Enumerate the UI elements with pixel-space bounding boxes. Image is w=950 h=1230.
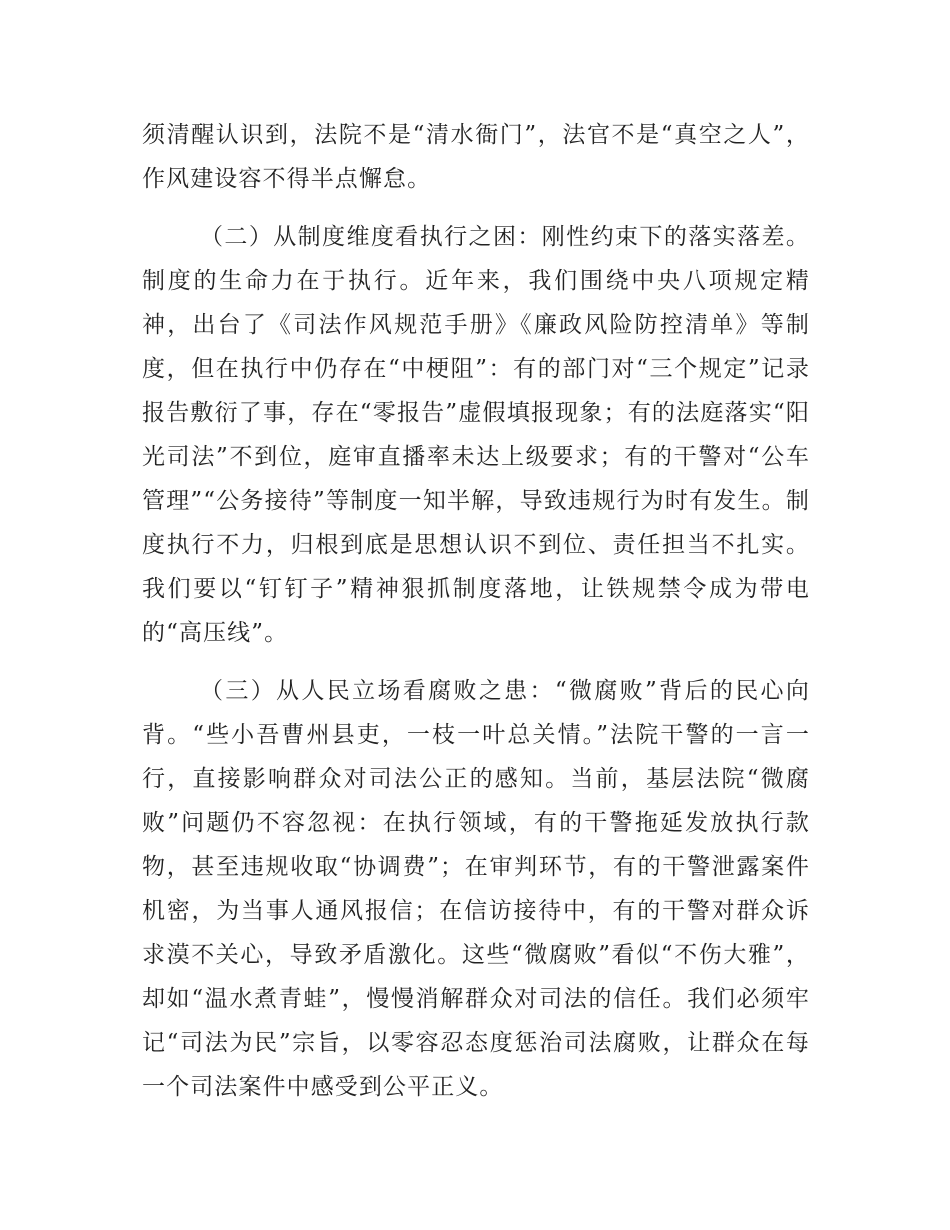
paragraph-continuation: 须清醒认识到，法院不是“清水衙门”，法官不是“真空之人”，作风建设容不得半点懈怠。 [142, 122, 810, 192]
paragraph-section-three: （三）从人民立场看腐败之患：“微腐败”背后的民心向背。“些小吾曹州县吏，一枝一叶总关情。”法院干警的一言一行，直接影响群众对司法公正的感知。当前，基层法院“微腐败”问题仍不容忽视：在执行领域，有的干警拖延发放执行款物，甚至违规收取“协调费”；在审判环节，有的干警泄露案件机密，为当事人通风报信；在信访接待中，有的干警对群众诉求漠不关心，导致矛盾激化。这些“微腐败”看似“不伤大雅”，却如“温水煮青蛙”，慢慢消解群众对司法的信任。我们必须牢记“司法为民”宗旨，以零容忍态度惩治司法腐败，让群众在每一个司法案件中感受到公平正义。 [142, 678, 810, 1100]
paragraph-section-two: （二）从制度维度看执行之困：刚性约束下的落实落差。制度的生命力在于执行。近年来，我们围绕中央八项规定精神，出台了《司法作风规范手册》《廉政风险防控清单》等制度，但在执行中仍存在“中梗阻”：有的部门对“三个规定”记录报告敷衍了事，存在“零报告”虚假填报现象；有的法庭落实“阳光司法”不到位，庭审直播率未达上级要求；有的干警对“公车管理”“公务接待”等制度一知半解，导致违规行为时有发生。制度执行不力，归根到底是思想认识不到位、责任担当不扎实。我们要以“钉钉子”精神狠抓制度落地，让铁规禁令成为带电的“高压线”。 [142, 224, 810, 646]
document-body [142, 113, 810, 1123]
